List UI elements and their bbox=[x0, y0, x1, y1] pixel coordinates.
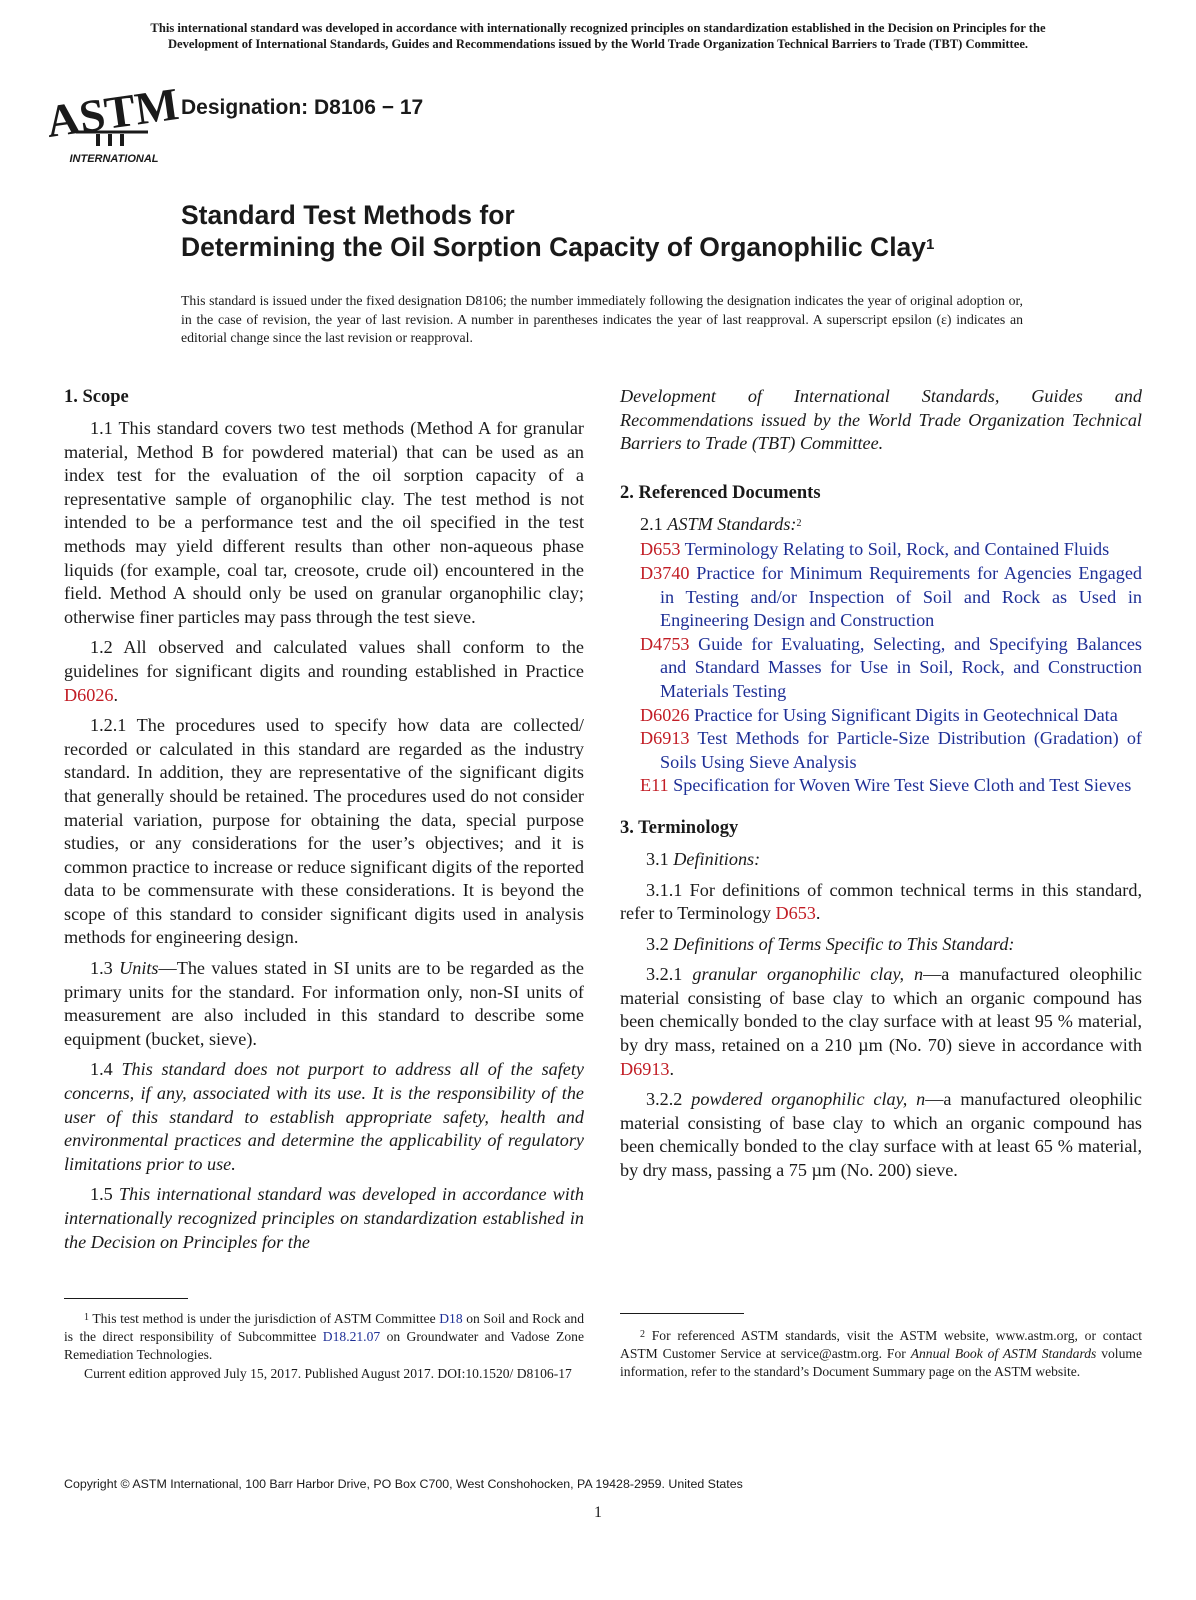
para-3-1-1-text: 3.1.1 For definitions of common technical terms in this standard, refer to Terminology bbox=[620, 879, 1142, 924]
page-number: 1 bbox=[594, 1504, 602, 1521]
para-1-5-text-left: This international standard was developed in accordance with internationally recognized principles on standardization established in the Decision on Principles for the bbox=[64, 1184, 585, 1252]
para-3-2-2 bbox=[620, 1088, 1142, 1182]
ref-title[interactable]: Specification for Woven Wire Test Sieve Cloth and Test Sieves bbox=[673, 775, 1132, 796]
title-line-2-text: Determining the Oil Sorption Capacity of Organophilic Clay bbox=[181, 232, 927, 262]
document-title bbox=[181, 199, 1111, 263]
ref-item[interactable] bbox=[640, 774, 1142, 798]
link-d653[interactable]: D653 bbox=[775, 903, 816, 924]
footnote-1-edition: Current edition approved July 15, 2017. Published August 2017. DOI:10.1520/ D8106-17 bbox=[84, 1365, 572, 1381]
ref-code[interactable]: D6913 bbox=[640, 728, 690, 749]
para-3-2-1-end: . bbox=[669, 1058, 675, 1079]
para-1-3-num: 1.3 bbox=[90, 958, 120, 979]
footnote-1 bbox=[64, 1310, 584, 1383]
link-d18-21-07[interactable]: D18.21.07 bbox=[322, 1329, 381, 1345]
footnote-1-c: on Groundwater and Vadose Zone Remediation Technologies. bbox=[64, 1329, 584, 1363]
ref-code[interactable]: D4753 bbox=[640, 633, 690, 654]
para-3-1-num: 3.1 bbox=[646, 848, 674, 869]
astm-logo bbox=[42, 70, 182, 166]
ref-title[interactable]: Terminology Relating to Soil, Rock, and Contained Fluids bbox=[684, 539, 1110, 560]
para-3-1-label: Definitions: bbox=[673, 848, 761, 869]
footnote-1-b: on Soil and Rock and is the direct responsibility of Subcommittee bbox=[64, 1311, 584, 1345]
link-d18[interactable]: D18 bbox=[439, 1311, 463, 1326]
para-1-3-units: Units bbox=[119, 958, 159, 979]
para-3-2-1-num: 3.2.1 bbox=[646, 964, 693, 985]
footnote-2-a: For referenced ASTM standards, visit the ASTM website, www.astm.org, or contact ASTM Customer Service at service@astm.org. For bbox=[620, 1328, 1142, 1362]
para-3-2-2-num: 3.2.2 bbox=[646, 1089, 692, 1110]
ref-item[interactable] bbox=[640, 633, 1142, 704]
para-1-2-1: 1.2.1 The procedures used to specify how data are collected/ recorded or calculated in this standard are regarded as the industry standard. In addition, they are representative of the significant digits that generally should be retained. The procedures used do not consider material variation, purpose for obtaining the data, special purpose studies, or any considerations for the user’s objectives; and it is common practice to increase or reduce significant digits of the reported data to be commensurate with these considerations. It is beyond the scope of this standard to consider significant digits used in analysis methods for engineering design. bbox=[64, 715, 584, 948]
footnote-2-mark: 2 bbox=[640, 1329, 645, 1340]
copyright: Copyright © ASTM International, 100 Barr Harbor Drive, PO Box C700, West Conshohocken, PA 19428-2959. United States bbox=[64, 1477, 743, 1491]
term-granular: granular organophilic clay, n bbox=[692, 964, 924, 985]
para-3-2-1 bbox=[620, 963, 1142, 1081]
para-3-2-num: 3.2 bbox=[646, 933, 674, 954]
link-d6913[interactable]: D6913 bbox=[620, 1058, 670, 1079]
logo-international: INTERNATIONAL bbox=[69, 153, 159, 165]
para-3-2 bbox=[620, 933, 1142, 957]
ref-code[interactable]: D653 bbox=[640, 539, 681, 560]
ref-title[interactable]: Test Methods for Particle-Size Distribution (Gradation) of Soils Using Sieve Analysis bbox=[660, 728, 1142, 772]
para-1-3-text: —The values stated in SI units are to be regarded as the primary units for the standard. For information only, non-SI units of measurement are also included in this standard to describe some equipment (bucket, sieve). bbox=[64, 958, 584, 1049]
designation: Designation: D8106 − 17 bbox=[181, 96, 424, 119]
para-3-1-1-end: . bbox=[815, 903, 821, 924]
para-1-4-text: This standard does not purport to address all of the safety concerns, if any, associated with its use. It is the responsibility of the user of this standard to establish appropriate safety, health and environmental practices and determine the applicability of regulatory limitations prior to use. bbox=[64, 1059, 584, 1174]
footnote-1-text bbox=[64, 1310, 584, 1365]
logo-letters: ASTM bbox=[42, 77, 182, 147]
footnote-ref-2: 2 bbox=[796, 517, 802, 529]
para-2-1 bbox=[640, 513, 1142, 537]
footnote-2-italic: Annual Book of ASTM Standards bbox=[910, 1346, 1097, 1362]
para-1-5-num: 1.5 bbox=[90, 1184, 119, 1205]
para-1-2-text: 1.2 All observed and calculated values shall conform to the guidelines for significant digits and rounding established in Practice bbox=[64, 637, 584, 681]
section-heading-referenced-documents: 2. Referenced Documents bbox=[620, 482, 821, 503]
footnote-1-mark: 1 bbox=[84, 1312, 89, 1323]
para-1-2 bbox=[64, 636, 584, 707]
para-1-2-end: . bbox=[113, 684, 119, 705]
preamble: This standard is issued under the fixed designation D8106; the number immediately following the designation indicates the year of original adoption or, in the case of revision, the year of last revision. A number in parentheses indicates the year of last reapproval. A superscript epsilon (ε) indicates an editorial change since the last revision or reapproval. bbox=[181, 293, 1023, 345]
ref-item[interactable] bbox=[640, 704, 1142, 728]
footnote-rule-right bbox=[620, 1313, 744, 1314]
footnote-2-b: volume information, refer to the standard’s Document Summary page on the ASTM website. bbox=[620, 1346, 1142, 1380]
link-d6026[interactable]: D6026 bbox=[64, 684, 114, 705]
ref-item[interactable] bbox=[640, 727, 1142, 774]
section-heading-terminology: 3. Terminology bbox=[620, 817, 739, 838]
para-1-5 bbox=[64, 1183, 584, 1254]
para-3-1-1 bbox=[620, 879, 1142, 926]
footnote-rule-left bbox=[64, 1298, 188, 1299]
footnote-2-text bbox=[620, 1327, 1142, 1382]
ref-item[interactable] bbox=[640, 538, 1142, 562]
title-footnote-mark: 1 bbox=[926, 236, 935, 253]
right-column bbox=[620, 385, 1142, 1190]
para-1-3 bbox=[64, 957, 584, 1051]
ref-title[interactable]: Guide for Evaluating, Selecting, and Specifying Balances and Standard Masses for Use in Soil, Rock, and Construction Materials Testing bbox=[660, 633, 1143, 701]
ref-code[interactable]: D3740 bbox=[640, 562, 690, 583]
para-3-1 bbox=[620, 848, 1142, 872]
left-column bbox=[64, 385, 584, 1261]
top-notice bbox=[60, 20, 1136, 52]
para-1-1: 1.1 This standard covers two test methods (Method A for granular material, Method B for powdered material) that can be used as an index test for the evaluation of the oil sorption capacity of a representative sample of organophilic clay. The test method is not intended to be a performance test and the oil specified in the test methods may yield different results than other non-aqueous phase liquids (for example, coal tar, creosote, crude oil) encountered in the field. Method A should only be used on granular organophilic clay; otherwise finer particles may pass through the test sieve. bbox=[64, 418, 584, 627]
notice-line-1: This international standard was developed in accordance with internationally recognized principles on standardization established in the Decision on Principles for the bbox=[150, 21, 1046, 35]
para-1-5-continued bbox=[620, 385, 1142, 456]
ref-title[interactable]: Practice for Using Significant Digits in Geotechnical Data bbox=[694, 704, 1118, 725]
title-line-1: Standard Test Methods for bbox=[181, 200, 515, 230]
para-1-4-num: 1.4 bbox=[90, 1059, 122, 1080]
para-3-2-2-text: —a manufactured oleophilic material consisting of base clay to which an organic compound has been chemically bonded to the clay surface with at least 65 % material, by dry mass, passing a 75 µm (No. 200) sieve. bbox=[620, 1089, 1142, 1181]
ref-item[interactable] bbox=[640, 562, 1142, 633]
notice-line-2: Development of International Standards, Guides and Recommendations issued by the World Trade Organization Technical Barriers to Trade (TBT) Committee. bbox=[167, 37, 1029, 51]
para-1-4 bbox=[64, 1058, 584, 1176]
footnote-1-a: This test method is under the jurisdiction of ASTM Committee bbox=[89, 1311, 440, 1326]
para-3-2-1-text: —a manufactured oleophilic material consisting of base clay to which an organic compound has been chemically bonded to the clay surface with at least 95 % material, by dry mass, retained on a 210 µm (No. 70) sieve in accordance with bbox=[620, 964, 1142, 1056]
referenced-documents-list bbox=[620, 538, 1142, 798]
ref-code[interactable]: E11 bbox=[640, 775, 669, 796]
para-1-5-text-right: Development of International Standards, Guides and Recommendations issued by the World Trade Organization Technical Barriers to Trade (TBT) Committee. bbox=[620, 386, 1142, 454]
title-line-2 bbox=[181, 231, 1111, 263]
term-powdered: powdered organophilic clay, n bbox=[691, 1089, 926, 1110]
section-heading-scope: 1. Scope bbox=[64, 387, 129, 407]
para-2-1-num: 2.1 bbox=[640, 513, 668, 534]
ref-title[interactable]: Practice for Minimum Requirements for Agencies Engaged in Testing and/or Inspection of Soil and Rock as Used in Engineering Design and Construction bbox=[660, 562, 1142, 631]
ref-code[interactable]: D6026 bbox=[640, 704, 690, 725]
para-3-2-label: Definitions of Terms Specific to This Standard: bbox=[673, 933, 1015, 954]
footnote-2 bbox=[620, 1327, 1142, 1382]
para-2-1-label: ASTM Standards: bbox=[667, 513, 797, 534]
